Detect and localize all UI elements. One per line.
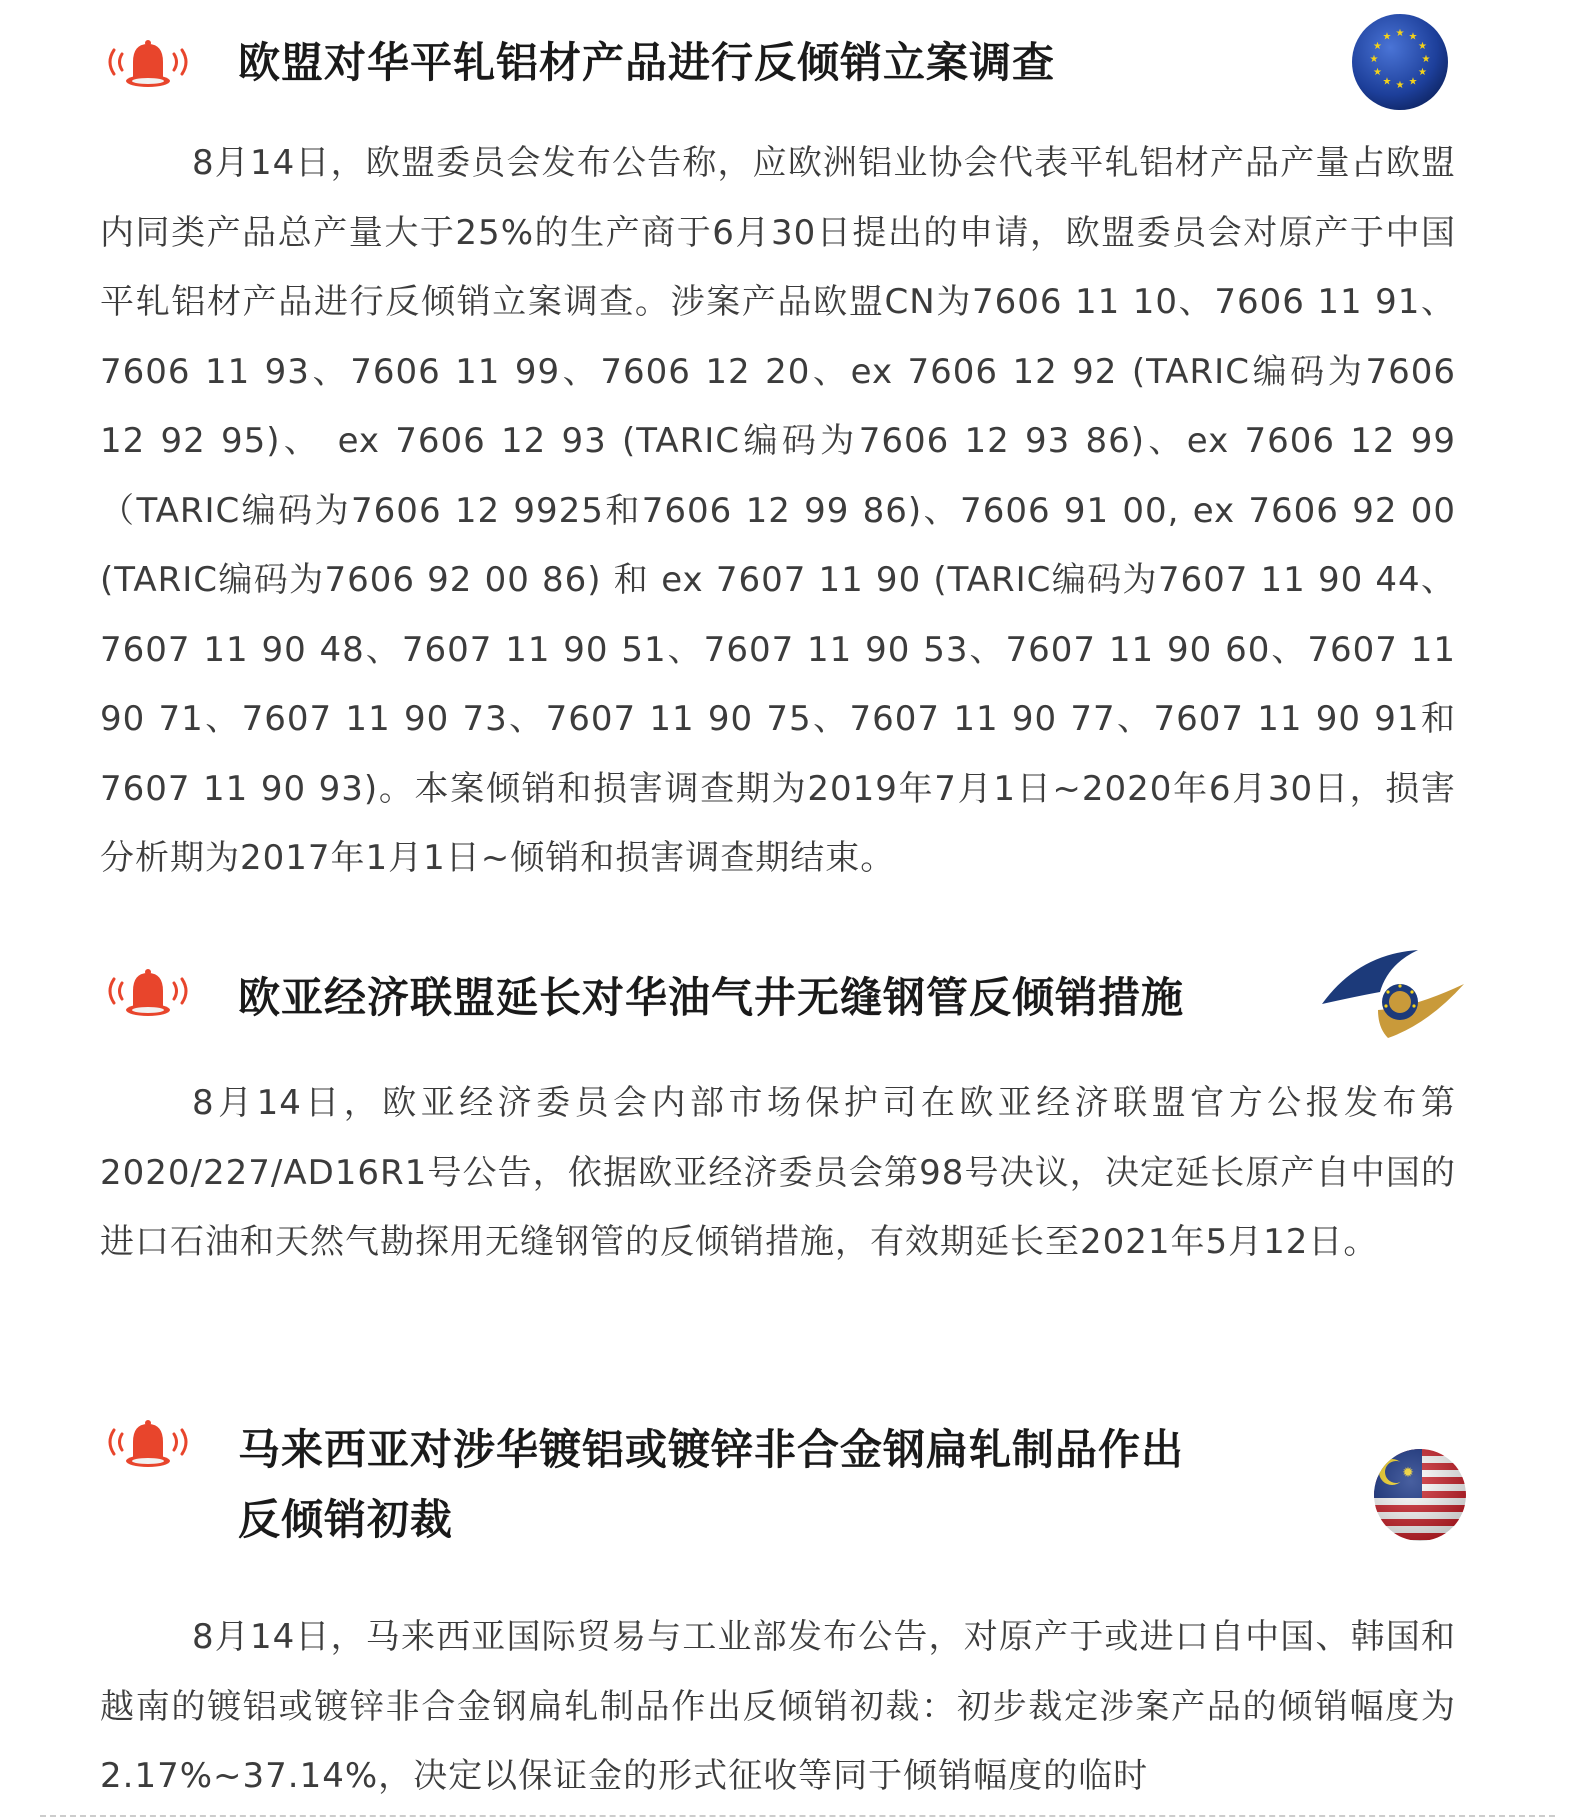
svg-text:★: ★: [1418, 41, 1427, 52]
article-title-line-1: 马来西亚对涉华镀铝或镀锌非合金钢扁轧制品作出: [238, 1425, 1185, 1474]
svg-text:★: ★: [1373, 67, 1382, 78]
page-bottom-divider: [40, 1815, 1555, 1817]
article-body: 8月14日，欧亚经济委员会内部市场保护司在欧亚经济联盟官方公报发布第2020/227/AD16R1号公告，依据欧亚经济委员会第98号决议，决定延长原产自中国的进口石油和天然气勘探用无缝钢管的反倾销措施，有效期延长至2021年5月12日。: [100, 1083, 1456, 1262]
article-title-line-2: 反倾销初裁: [238, 1495, 454, 1544]
alarm-bell-icon: [100, 1414, 196, 1474]
eu-flag-icon: [1350, 12, 1450, 112]
svg-text:★: ★: [1395, 28, 1405, 39]
svg-text:★: ★: [1418, 67, 1427, 78]
alarm-bell-icon: [100, 963, 196, 1023]
svg-text:★: ★: [1373, 41, 1382, 52]
malaysia-flag-icon: [1370, 1445, 1470, 1545]
svg-text:★: ★: [1382, 76, 1392, 88]
article-body: 8月14日，欧盟委员会发布公告称，应欧洲铝业协会代表平轧铝材产品产量占欧盟内同类产品总产量大于25%的生产商于6月30日提出的申请，欧盟委员会对原产于中国平轧铝材产品进行反倾销立案调查。涉案产品欧盟CN为7606 11 10、7606 11 91、7606 11 93、7606 11 99、7606 12 20、ex 7606 12 92 (TARIC编码为7606 12 92 95)、 ex 7606 12 93 (TARIC编码为7606 12 93 86)、ex 7606 12 99 （TARIC编码为7606 12 9925和7606 12 99 86)、7606 91 00, ex 7606 92 00 (TARIC编码为7606 92 00 86) 和 ex 7607 11 90 (TARIC编码为7607 11 90 44、7607 11 90 48、7607 11 90 51、7607 11 90 53、7607 11 90 60、7607 11 90 71、7607 11 90 73、7607 11 90 75、7607 11 90 77、7607 11 90 91和7607 11 90 93)。本案倾销和损害调查期为2019年7月1日~2020年6月30日，损害分析期为2017年1月1日~倾销和损害调查期结束。: [100, 143, 1456, 878]
article-title: 欧亚经济联盟延长对华油气井无缝钢管反倾销措施: [238, 973, 1185, 1022]
svg-text:★: ★: [1395, 80, 1405, 91]
eaeu-emblem-icon: [1318, 944, 1468, 1044]
svg-text:★: ★: [1421, 54, 1431, 65]
svg-text:★: ★: [1369, 54, 1379, 65]
svg-text:★: ★: [1408, 31, 1418, 43]
svg-text:★: ★: [1382, 31, 1392, 43]
article-title: 欧盟对华平轧铝材产品进行反倾销立案调查: [238, 38, 1056, 87]
svg-text:★: ★: [1408, 76, 1418, 88]
article-body: 8月14日，马来西亚国际贸易与工业部发布公告，对原产于或进口自中国、韩国和越南的镀铝或镀锌非合金钢扁轧制品作出反倾销初裁：初步裁定涉案产品的倾销幅度为2.17%~37.14%，决定以保证金的形式征收等同于倾销幅度的临时: [100, 1617, 1456, 1796]
alarm-bell-icon: [100, 34, 196, 94]
